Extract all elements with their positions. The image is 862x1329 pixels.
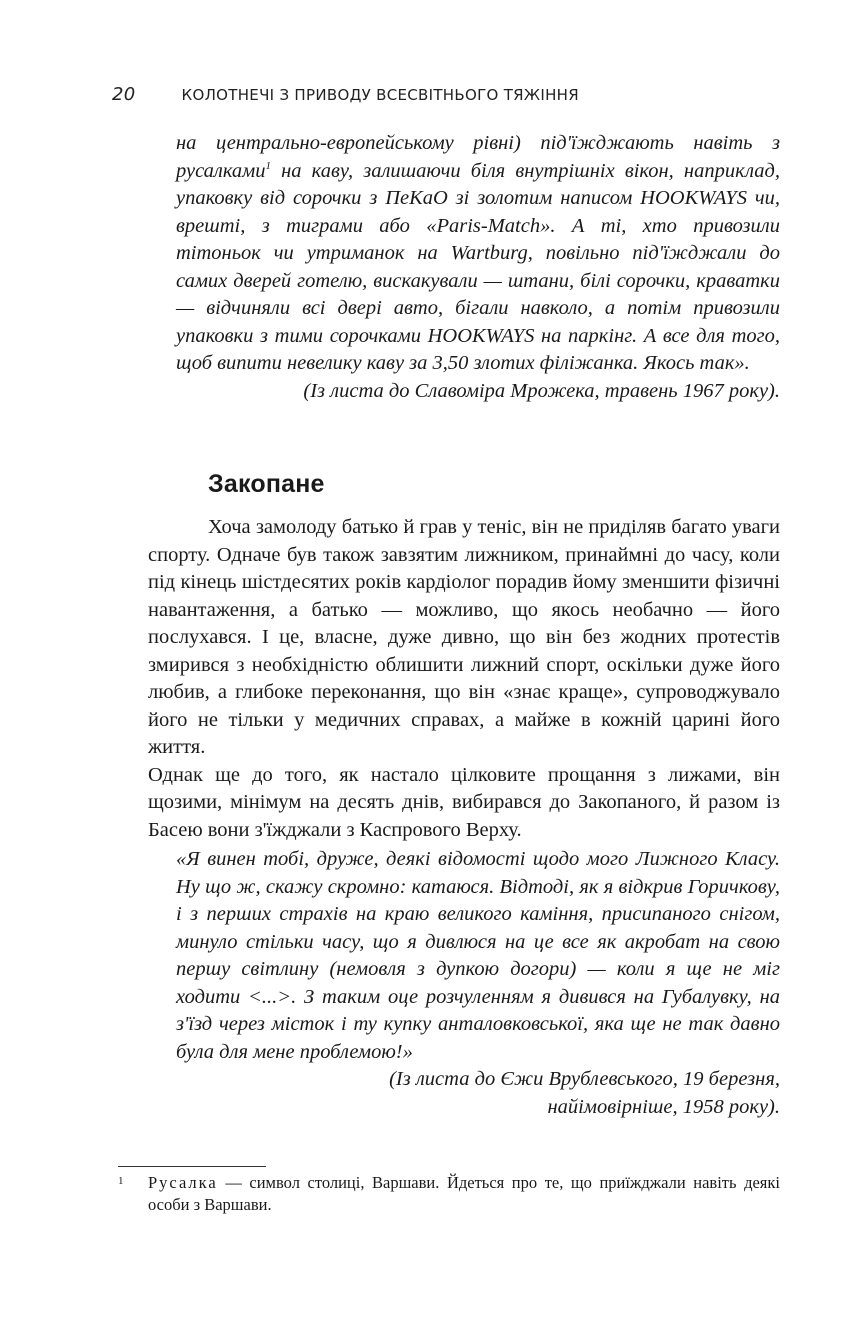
quote-2-attribution-line-2: найімовірніше, 1958 року).: [547, 1095, 780, 1118]
footnote-divider: [118, 1166, 266, 1167]
quote-1-text: [176, 130, 780, 378]
footnote: [118, 1172, 780, 1216]
quote-1-part-b: на каву, залишаючи біля внутрішніх вікон, наприклад, упаковку від сорочки з ПеКаО зі золотим написом HOOKWAYS чи, врешті, з тиграми або «Paris-Match». А ті, хто привозили тітоньок чи утриманок на Wartburg, повільно під'їжджали до самих дверей готелю, вискакували — штани, білі сорочки, краватки — відчиняли всі двері авто, бігали навколо, а потім привозили упаковки з тими сорочками HOOKWAYS на паркінг. А все для того, щоб випити невелику каву за 3,50 злотих філіжанка. Якось так».: [176, 159, 780, 374]
quote-2-attribution-line-1: (Із листа до Єжи Врублевського, 19 березня,: [389, 1068, 780, 1090]
body-text: [148, 514, 780, 844]
quote-1-attribution: (Із листа до Славоміра Мрожека, травень 1967 року).: [303, 379, 780, 402]
quote-block-1: [176, 130, 780, 405]
page-number: 20: [112, 84, 136, 105]
footnote-term: Русалка: [148, 1173, 218, 1192]
running-head: [112, 84, 579, 108]
footnote-body: — символ столиці, Варшави. Йдеться про те, що приїжджали навіть деякі особи з Варшави.: [148, 1173, 780, 1214]
footnote-number: 1: [118, 1175, 124, 1187]
running-head-title: КОЛОТНЕЧІ З ПРИВОДУ ВСЕСВІТНЬОГО ТЯЖІННЯ: [181, 86, 579, 104]
section-heading: Закопане: [208, 470, 325, 498]
quote-block-2: [176, 846, 780, 1121]
quote-2-text: «Я винен тобі, друже, деякі відомості щодо мого Лижного Класу. Ну що ж, скажу скромно: катаюся. Відтоді, як я відкрив Горичкову, і з перших страхів на краю великого каміння, присипаного снігом, минуло стільки часу, що я дивлюся на це все як акробат на свою першу світлину (немовля з дупкою догори) — коли я ще не міг ходити <...>. З таким оце розчуленням я дивився на Губалувку, на з'їзд через місток і ту купку анталовковської, яка ще не так давно була для мене проблемою!»: [176, 848, 780, 1063]
paragraph-1: Хоча замолоду батько й грав у теніс, він не приділяв багато уваги спорту. Одначе був також завзятим лижником, принаймні до часу, коли під кінець шістдесятих років кардіолог порадив йому зменшити фізичні навантаження, а батько — можливо, що якось необачно — його послухався. І це, власне, дуже дивно, що він без жодних протестів змирився з необхідністю облишити лижний спорт, оскільки дуже його любив, а глибоке переконання, що він «знає краще», супроводжувало його не тільки у медичних справах, а майже в кожній царині його життя.: [148, 516, 780, 758]
paragraph-2: Однак ще до того, як настало цілковите прощання з лижами, він щозими, мінімум на десять днів, вибирався до Закопаного, й разом із Басею вони з'їжджали з Каспрового Верху.: [148, 763, 780, 841]
footnote-text: [118, 1172, 780, 1216]
quote-1-part-a: на центрально-европейському рівні) під'їжджають навіть з русалками: [176, 132, 780, 182]
footnote-reference: 1: [265, 159, 271, 172]
